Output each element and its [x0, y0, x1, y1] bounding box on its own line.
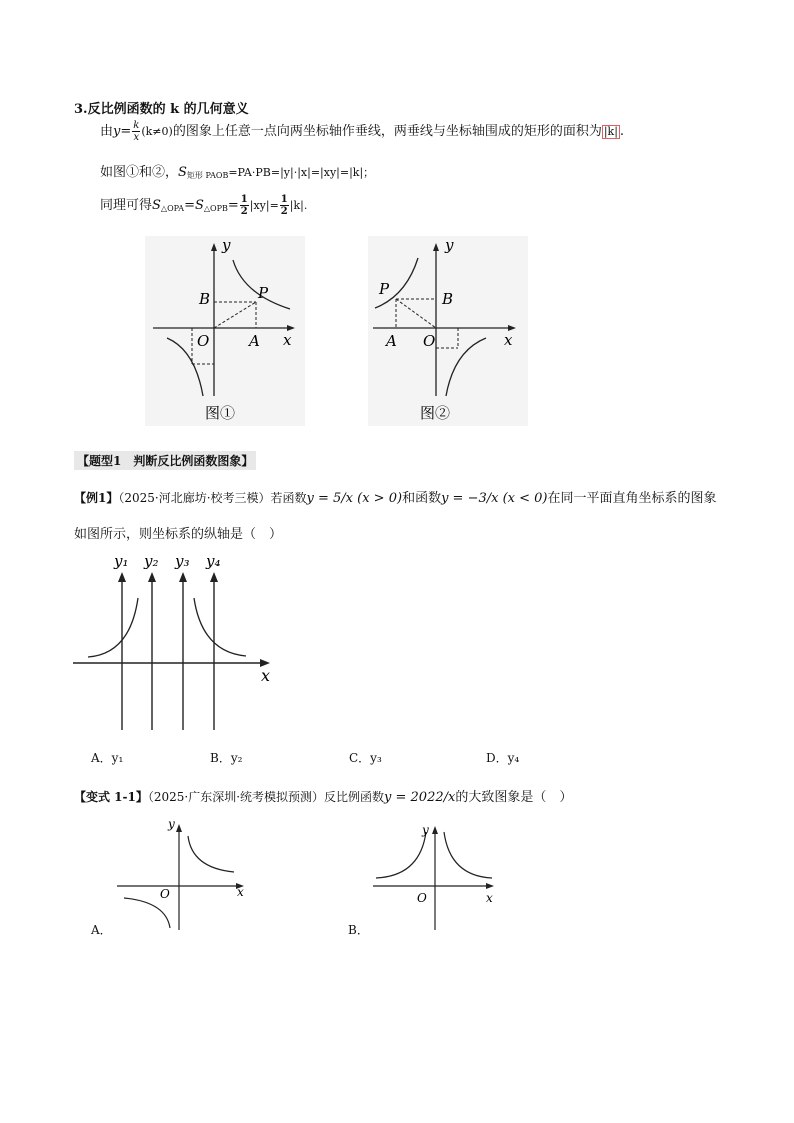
- axis-y2-arrow: [148, 572, 156, 582]
- branch-q1: [444, 832, 492, 878]
- axis-y3-arrow: [179, 572, 187, 582]
- line3-s1: S: [152, 198, 161, 213]
- label-x: x: [486, 891, 493, 905]
- frac-num: 1: [240, 194, 248, 205]
- label-x: x: [261, 666, 271, 685]
- question-type-header: 【题型1 判断反比例函数图象】: [74, 451, 256, 470]
- figure-1-caption: 图①: [205, 404, 236, 422]
- branch-q2: [376, 832, 426, 878]
- label-y4: y₄: [206, 552, 221, 570]
- line3-sub1: △OPA: [160, 204, 185, 213]
- figure-1: [145, 236, 305, 426]
- abs-k-box: |k|: [603, 125, 618, 138]
- axis-y4-arrow: [210, 572, 218, 582]
- example-1-line-1: [74, 487, 717, 506]
- line1-y: y: [113, 124, 121, 139]
- label-o: O: [160, 887, 170, 901]
- variant-func: y = 2022/x: [384, 790, 456, 805]
- example-1-tag: 【例1】: [74, 491, 119, 505]
- frac-den: 2: [240, 206, 248, 217]
- axis-y1-arrow: [118, 572, 126, 582]
- half-fraction-1: [240, 194, 249, 217]
- example-1-mid: 和函数: [402, 491, 442, 506]
- label-y: y: [422, 823, 429, 837]
- example-1-end: 在同一平面直角坐标系的图象: [547, 491, 717, 506]
- example-1-func-2: y = −3/x (x < 0): [441, 491, 548, 506]
- variant-source: （2025·广东深圳·统考模拟预测）反比例函数: [147, 790, 385, 804]
- variant-tag: 【变式 1-1】: [74, 790, 148, 804]
- example-1-line-2: 如图所示，则坐标系的纵轴是（ ）: [74, 527, 283, 542]
- option-c[interactable]: C．y₃: [349, 751, 382, 765]
- figure-2-caption: 图②: [420, 404, 451, 422]
- line2-rest: =PA·PB=|y|·|x|=|xy|=|k|；: [228, 166, 375, 179]
- label-o: O: [197, 332, 210, 350]
- curve-right: [194, 598, 246, 656]
- figure-2: [368, 236, 528, 426]
- line3-sub2: △OPB: [203, 204, 228, 213]
- line2-sub: 矩形 PAOB: [186, 171, 229, 180]
- x-axis-arrow: [486, 883, 494, 889]
- label-p: P: [379, 280, 390, 298]
- label-x: x: [283, 331, 292, 349]
- definition-line: [100, 120, 624, 143]
- option-d[interactable]: D．y₄: [486, 751, 520, 765]
- example-1-graph: [68, 550, 283, 735]
- line3-end: |k|.: [289, 199, 308, 212]
- line1-post: 的图象上任意一点向两坐标轴作垂线，两垂线与坐标轴围成的矩形的面积为: [172, 124, 602, 139]
- branch-q1: [188, 836, 234, 872]
- line2-s: S: [178, 165, 187, 180]
- frac-num: k: [133, 120, 140, 131]
- variant-option-a[interactable]: A．: [91, 923, 112, 937]
- label-x: x: [237, 885, 244, 899]
- branch-q3: [124, 898, 170, 928]
- line1-end: .: [619, 124, 625, 139]
- label-x: x: [504, 331, 513, 349]
- triangle-area-line: [100, 194, 307, 217]
- variant-end: 的大致图象是（ ）: [455, 790, 573, 805]
- label-b: B: [199, 290, 211, 308]
- frac-den: 2: [280, 206, 288, 217]
- variant-option-b[interactable]: B．: [348, 923, 369, 937]
- variant-1-1-line: [74, 786, 572, 805]
- half-fraction-2: [280, 194, 289, 217]
- figure-background: [145, 236, 305, 426]
- example-1-source: （2025·河北廊坊·校考三模）若函数: [118, 491, 307, 505]
- label-y: y: [445, 236, 454, 254]
- label-y2: y₂: [144, 552, 159, 570]
- label-y1: y₁: [114, 552, 129, 570]
- k-over-x-fraction: [132, 120, 140, 143]
- label-y: y: [168, 818, 175, 831]
- y-axis-arrow: [432, 826, 438, 834]
- line3-mid2: |xy|=: [249, 199, 279, 212]
- example-1-func-1: y = 5/x (x > 0): [306, 491, 403, 506]
- line2-pre: 如图①和②，: [100, 165, 179, 180]
- line3-mid: =S: [184, 198, 204, 213]
- line1-eq: =: [120, 124, 132, 139]
- line3-pre: 同理可得: [100, 198, 153, 213]
- label-y: y: [222, 236, 231, 254]
- label-b: B: [442, 290, 454, 308]
- label-a: A: [386, 332, 397, 350]
- line1-pre: 由: [100, 124, 114, 139]
- option-b[interactable]: B．y₂: [210, 751, 243, 765]
- line1-cond: (k≠0): [141, 125, 173, 138]
- variant-graph-b: [368, 818, 508, 933]
- frac-num: 1: [280, 194, 288, 205]
- line3-eq: =: [227, 198, 239, 213]
- option-a[interactable]: A．y₁: [91, 751, 124, 765]
- section-title: 3.反比例函数的 k 的几何意义: [74, 102, 249, 117]
- label-p: P: [258, 284, 269, 302]
- frac-den: x: [133, 132, 140, 143]
- curve-left: [88, 598, 138, 657]
- y-axis-arrow: [176, 824, 182, 832]
- label-a: A: [249, 332, 260, 350]
- rectangle-area-line: [100, 161, 374, 181]
- label-y3: y₃: [175, 552, 190, 570]
- variant-graph-a: [112, 818, 252, 933]
- label-o: O: [417, 891, 427, 905]
- label-o: O: [423, 332, 436, 350]
